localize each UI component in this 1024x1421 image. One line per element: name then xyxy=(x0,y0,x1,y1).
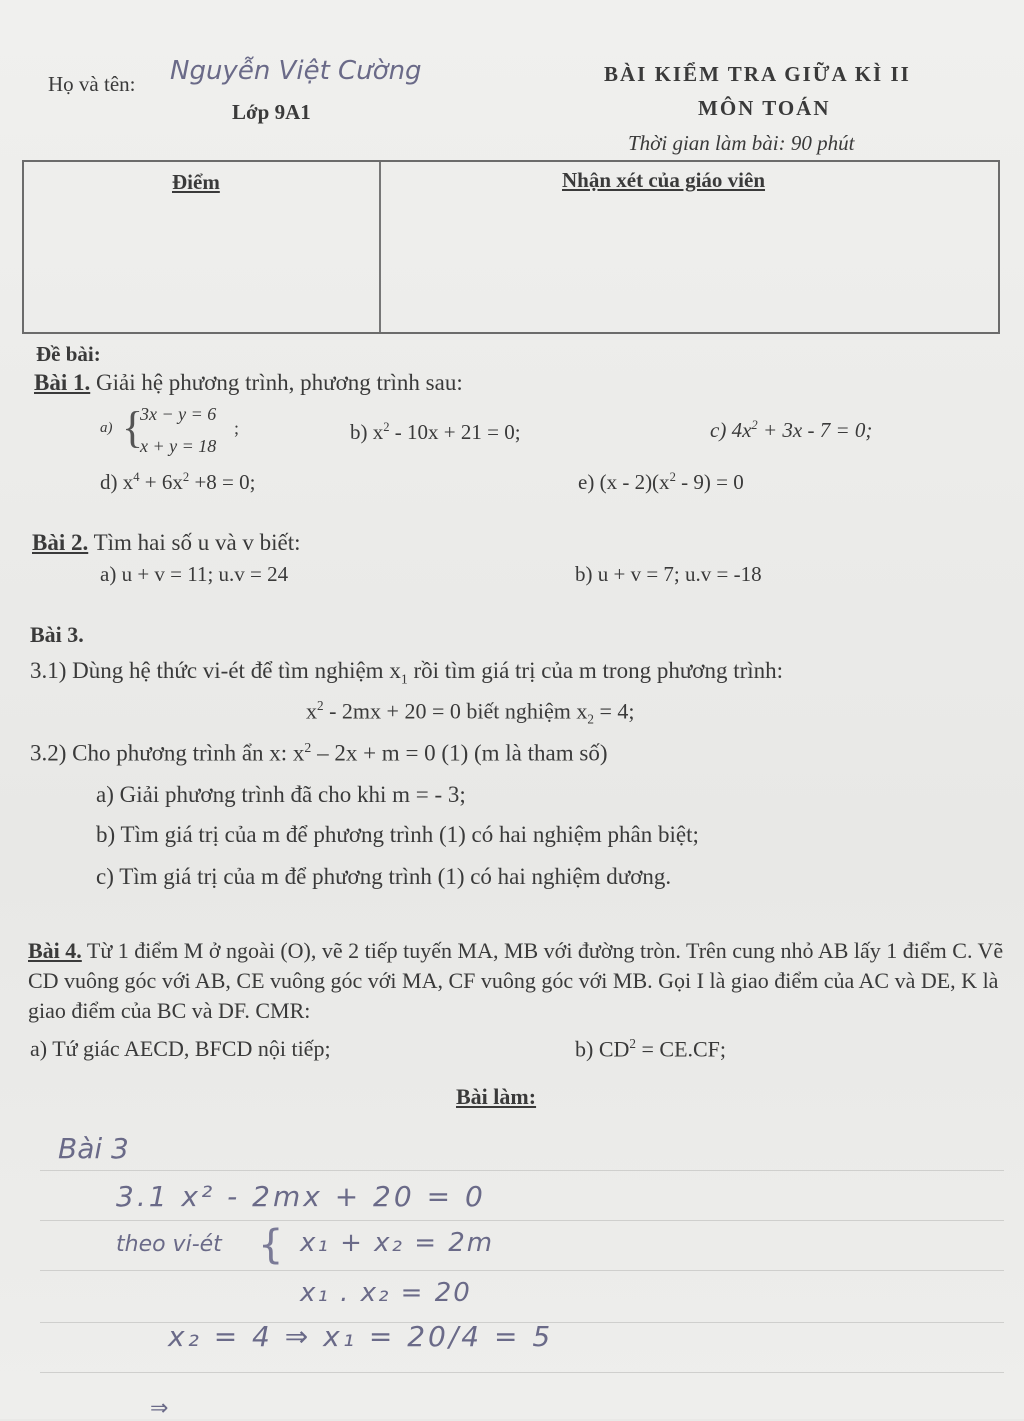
hw-line-4: x₁ . x₂ = 20 xyxy=(300,1278,472,1308)
ruled-line xyxy=(40,1170,1004,1171)
system-eq-2: x + y = 18 xyxy=(140,436,217,456)
ruled-line xyxy=(40,1270,1004,1271)
answer-heading: Bài làm: xyxy=(456,1084,537,1109)
subject-title: MÔN TOÁN xyxy=(698,96,831,120)
problem-1a-label: a) xyxy=(100,420,113,436)
exam-title: BÀI KIỂM TRA GIỮA KÌ II xyxy=(604,62,911,86)
hw-line-5: x₂ = 4 ⇒ x₁ = 20/4 = 5 xyxy=(168,1320,554,1353)
problem-4 xyxy=(28,936,1008,1026)
score-comment-table xyxy=(22,160,1000,334)
teacher-comment-header: Nhận xét của giáo viên xyxy=(562,168,766,192)
hw-line-3: theo vi-ét xyxy=(116,1232,222,1257)
problem-2a: a) u + v = 11; u.v = 24 xyxy=(100,562,289,586)
system-brace: { xyxy=(122,403,144,452)
problem-2-text: Tìm hai số u và v biết: xyxy=(93,530,301,555)
score-header: Điểm xyxy=(172,170,220,194)
problem-1c-label: c) xyxy=(710,418,727,442)
problem-3-1-given: biết nghiệm xyxy=(466,698,571,724)
problem-3-2b: b) Tìm giá trị của m để phương trình (1) có hai nghiệm phân biệt; xyxy=(96,822,699,847)
problem-1-text: Giải hệ phương trình, phương trình sau: xyxy=(95,370,463,395)
hw-line-7: ⇒ xyxy=(150,1396,169,1421)
ruled-line xyxy=(40,1372,1004,1373)
problem-1e: e) $(x - 2)(x^2 - 9) = 0$ xyxy=(578,470,744,494)
problem-3-1-equation: $x^2 - 2mx + 20 = 0$ biết nghiệm $x_2 = 4$; xyxy=(306,698,635,727)
hw-line-2: 3.1 x² - 2mx + 20 = 0 xyxy=(116,1180,486,1213)
problem-4b-label: b) xyxy=(575,1036,594,1062)
problem-3-2-text-a: 3.2) Cho phương trình ẩn x: xyxy=(30,740,288,766)
problem-1b: b) $x^2 - 10x + 21 = 0$; xyxy=(350,420,521,444)
hw-line-1: Bài 3 xyxy=(58,1132,129,1165)
student-name-label: Họ và tên: xyxy=(48,72,136,96)
problem-1d-label: d) xyxy=(100,470,118,494)
class-label: Lớp 9A1 xyxy=(232,100,311,124)
ruled-line xyxy=(40,1220,1004,1221)
section-heading-problems: Đề bài: xyxy=(36,342,101,366)
problem-1-label: Bài 1. xyxy=(34,370,91,395)
hw-brace: { xyxy=(258,1222,284,1268)
problem-4a: a) Tứ giác AECD, BFCD nội tiếp; xyxy=(30,1036,331,1061)
problem-3-label: Bài 3. xyxy=(30,622,84,647)
system-eq-1: 3x − y = 6 xyxy=(140,404,217,424)
problem-3-1: 3.1) Dùng hệ thức vi-ét để tìm nghiệm $x_1$ rồi tìm giá trị của m trong phương trình: xyxy=(30,658,784,687)
student-name-handwriting: Nguyễn Việt Cường xyxy=(170,56,422,86)
problem-2b: b) u + v = 7; u.v = -18 xyxy=(575,562,762,586)
problem-3-1-text-a: 3.1) Dùng hệ thức vi-ét để tìm nghiệm xyxy=(30,658,390,683)
table-divider xyxy=(379,162,381,332)
problem-3-1-text-b: rồi tìm giá trị của m trong phương trình: xyxy=(407,658,784,683)
problem-1b-label: b) xyxy=(350,420,368,444)
problem-3-2a: a) Giải phương trình đã cho khi m = - 3; xyxy=(96,782,466,807)
problem-3-2c: c) Tìm giá trị của m để phương trình (1) có hai nghiệm dương. xyxy=(96,864,672,889)
problem-2 xyxy=(32,530,301,556)
problem-4-label: Bài 4. xyxy=(28,938,82,963)
problem-2-label: Bài 2. xyxy=(32,530,89,555)
problem-4b: b) $CD^2 = CE.CF$; xyxy=(575,1036,727,1062)
problem-1 xyxy=(34,370,463,396)
problem-1c: c) $4x^2 + 3x - 7 = 0$; xyxy=(710,418,873,442)
problem-4-text: Từ 1 điểm M ở ngoài (O), vẽ 2 tiếp tuyến MA, MB với đường tròn. Trên cung nhỏ AB lấy 1 điểm C. Vẽ CD vuông góc với AB, CE vuông góc với MA, CF vuông góc với MB. Gọi I là giao điểm của AC và DE, K là giao điểm của BC và DF. CMR: xyxy=(28,938,1004,1023)
system-sep: ; xyxy=(234,418,240,438)
problem-3-2-text-b: (1) (m là tham số) xyxy=(441,740,608,766)
problem-3-2: 3.2) Cho phương trình ẩn x: $x^2 - 2x + m = 0$ (1) (m là tham số) xyxy=(30,740,608,766)
hw-line-3b: x₁ + x₂ = 2m xyxy=(300,1228,495,1258)
problem-1e-label: e) xyxy=(578,470,595,494)
problem-1d: d) $x^4 + 6x^2 +8 = 0$; xyxy=(100,470,256,494)
time-limit: Thời gian làm bài: 90 phút xyxy=(628,131,855,155)
